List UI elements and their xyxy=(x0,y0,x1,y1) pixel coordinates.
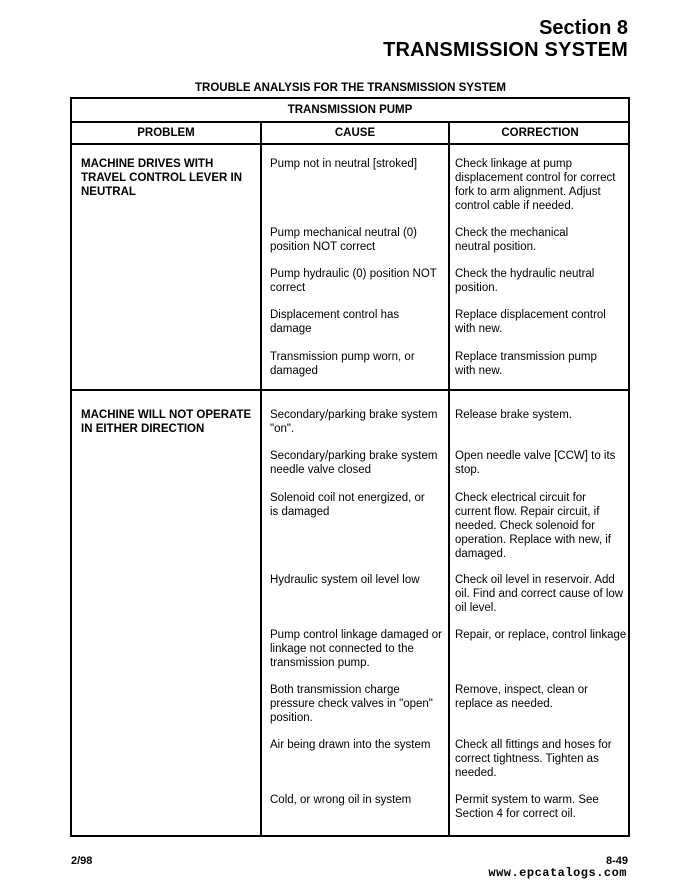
cause-text: Transmission pump worn, or damaged xyxy=(270,351,415,377)
cause-text: Secondary/parking brake system "on". xyxy=(270,409,438,435)
correction-text: Release brake system. xyxy=(455,409,572,421)
cause-text: Solenoid coil not energized, or is damaged xyxy=(270,492,425,518)
cause-text: Air being drawn into the system xyxy=(270,739,431,751)
column-header-correction: CORRECTION xyxy=(501,127,579,139)
correction-text: Check electrical circuit for current flow. Repair circuit, if needed. Check solenoid for operation. Replace with new, if damaged. xyxy=(455,492,611,560)
cause-text: Secondary/parking brake system needle valve closed xyxy=(270,450,438,476)
cause-text: Hydraulic system oil level low xyxy=(270,574,420,586)
correction-text: Permit system to warm. See Section 4 for correct oil. xyxy=(455,794,599,820)
divider xyxy=(72,389,628,391)
divider xyxy=(260,121,262,835)
correction-text: Check linkage at pump displacement control for correct fork to arm alignment. Adjust control cable if needed. xyxy=(455,158,616,212)
column-header-problem: PROBLEM xyxy=(137,127,195,139)
cause-text: Cold, or wrong oil in system xyxy=(270,794,412,806)
divider xyxy=(72,143,628,145)
correction-text: Check oil level in reservoir. Add oil. Find and correct cause of low oil level. xyxy=(455,574,624,614)
correction-text: Repair, or replace, control linkage xyxy=(455,629,627,641)
divider xyxy=(72,121,628,123)
cause-text: Pump not in neutral [stroked] xyxy=(270,158,418,170)
cause-text: Pump control linkage damaged or linkage not connected to the transmission pump. xyxy=(270,629,442,669)
group-title: TRANSMISSION PUMP xyxy=(287,104,413,116)
cause-text: Pump mechanical neutral (0) position NOT correct xyxy=(270,227,418,253)
cause-text: Pump hydraulic (0) position NOT correct xyxy=(270,268,437,294)
page-number: 8-49 xyxy=(605,855,628,867)
cause-text: Both transmission charge pressure check valves in "open" position. xyxy=(270,684,433,724)
trouble-analysis-table xyxy=(70,97,630,837)
correction-text: Replace transmission pump with new. xyxy=(455,351,597,377)
divider xyxy=(448,121,450,835)
problem-text: MACHINE DRIVES WITH TRAVEL CONTROL LEVER IN NEUTRAL xyxy=(81,158,243,198)
correction-text: Replace displacement control with new. xyxy=(455,309,606,335)
footer-date: 2/98 xyxy=(71,855,93,867)
correction-text: Check the hydraulic neutral position. xyxy=(455,268,595,294)
correction-text: Check the mechanical neutral position. xyxy=(455,227,569,253)
section-number: Section 8 xyxy=(539,17,628,39)
cause-text: Displacement control has damage xyxy=(270,309,400,335)
section-title: TRANSMISSION SYSTEM xyxy=(383,39,628,61)
table-title: TROUBLE ANALYSIS FOR THE TRANSMISSION SYSTEM xyxy=(195,82,506,94)
correction-text: Check all fittings and hoses for correct tightness. Tighten as needed. xyxy=(455,739,612,779)
watermark-url: www.epcatalogs.com xyxy=(488,866,627,880)
correction-text: Remove, inspect, clean or replace as needed. xyxy=(455,684,588,710)
problem-text: MACHINE WILL NOT OPERATE IN EITHER DIRECTION xyxy=(81,409,252,435)
correction-text: Open needle valve [CCW] to its stop. xyxy=(455,450,616,476)
column-header-cause: CAUSE xyxy=(334,127,376,139)
